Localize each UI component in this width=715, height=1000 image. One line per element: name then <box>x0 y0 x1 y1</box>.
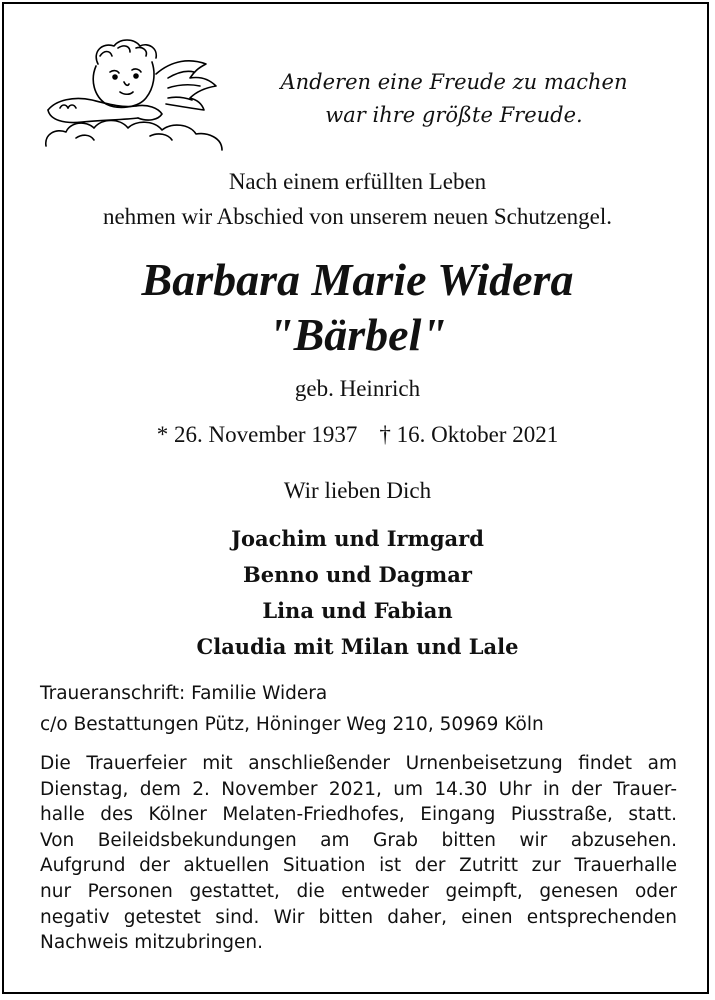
notice-line: nur Personen gestattet, die entweder geimpft, genesen oder <box>40 880 677 902</box>
life-dates <box>4 420 711 450</box>
motto <box>254 66 654 132</box>
motto-line-1: Anderen eine Freude zu machen <box>280 70 628 94</box>
address-line-2: c/o Bestattungen Pütz, Höninger Weg 210, 50969 Köln <box>40 714 544 735</box>
family-member: Benno und Dagmar <box>243 562 472 587</box>
family-member: Claudia mit Milan und Lale <box>196 634 519 659</box>
notice-line: Aufgrund der aktuellen Situation ist der Zutritt zur Trauerhalle <box>40 855 677 877</box>
intro-line-2: nehmen wir Abschied von unserem neuen Schutzengel. <box>102 204 613 229</box>
notice-line: Die Trauerfeier mit anschließender Urnenbeisetzung findet am <box>40 753 677 774</box>
cherub-illustration <box>40 34 258 152</box>
family-list <box>4 521 711 665</box>
notice-line: Von Beileidsbekundungen am Grab bitten wir abzusehen. <box>40 829 677 851</box>
death-date: † 16. Oktober 2021 <box>379 422 559 447</box>
obituary-frame <box>2 2 709 994</box>
notice-line: Dienstag, dem 2. November 2021, um 14.30 Uhr in der Trauer- <box>40 778 677 800</box>
notice-line: negativ getestet sind. Wir bitten daher, einen entsprechenden <box>40 906 677 928</box>
mourning-address <box>40 678 544 740</box>
motto-line-2: war ihre größte Freude. <box>325 103 583 127</box>
notice-line: Nachweis mitzubringen. <box>40 932 264 954</box>
birth-date: * 26. November 1937 <box>156 422 358 447</box>
full-name: Barbara Marie Widera <box>141 254 574 305</box>
intro-line-1: Nach einem erfüllten Leben <box>228 169 487 194</box>
notice-line: halle des Kölner Melaten-Friedhofes, Eingang Piusstraße, statt. <box>40 804 677 826</box>
birth-name: geb. Heinrich <box>294 376 421 401</box>
family-member: Lina und Fabian <box>262 598 453 623</box>
intro-text <box>4 164 711 234</box>
love-line: Wir lieben Dich <box>283 478 432 503</box>
deceased-name <box>4 252 711 362</box>
funeral-notice <box>40 751 677 956</box>
family-member: Joachim und Irmgard <box>231 526 484 551</box>
address-line-1: Traueranschrift: Familie Widera <box>40 683 328 704</box>
nickname: "Bärbel" <box>268 309 447 360</box>
